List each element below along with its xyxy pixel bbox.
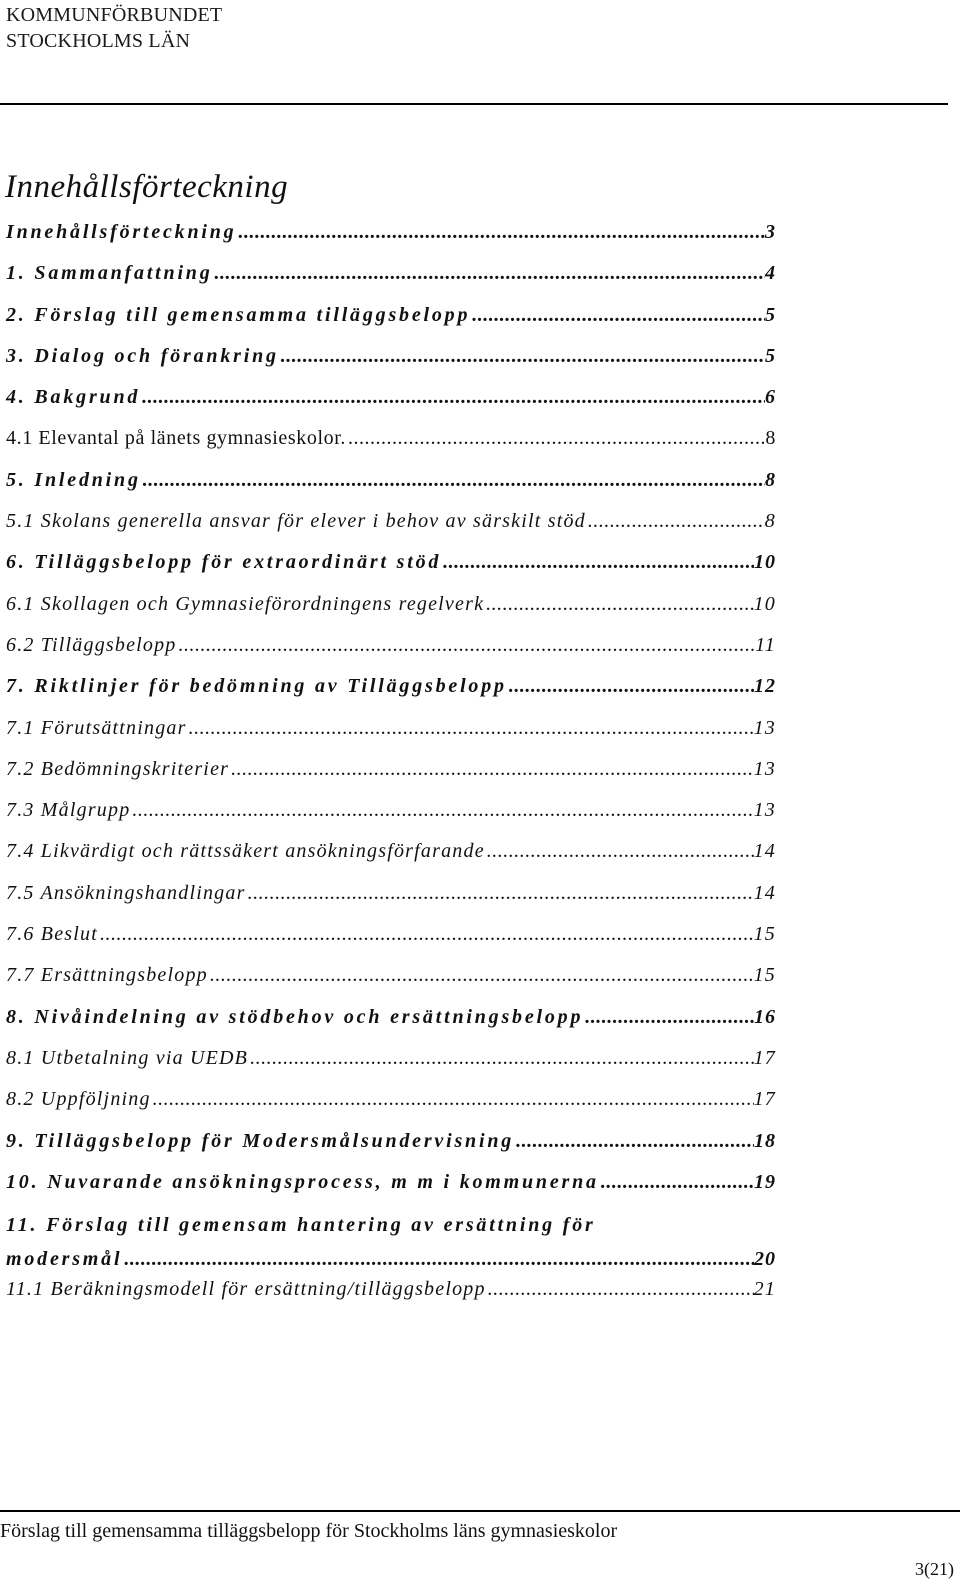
toc-entry-page: 6 (765, 386, 776, 409)
toc-entry-label: 4.1 Elevantal på länets gymnasieskolor. (6, 427, 346, 450)
toc-entry-page: 15 (753, 923, 776, 946)
toc-entry[interactable] (6, 593, 776, 634)
toc-leader-dots (213, 262, 765, 288)
toc-entry-label: 5. Inledning (6, 468, 141, 491)
toc-entry-page: 4 (765, 262, 776, 285)
toc-entry-label: 7.2 Bedömningskriterier (6, 757, 230, 780)
toc-entry-page: 11 (755, 633, 776, 656)
toc-entry-page: 14 (753, 840, 776, 863)
toc-entry-label: 6.2 Tilläggsbelopp (6, 633, 177, 656)
toc-entry-label: 8.2 Uppföljning (6, 1088, 151, 1111)
toc-entry-label: 3. Dialog och förankring (6, 344, 279, 367)
toc-entry[interactable] (6, 964, 776, 1005)
toc-entry-label: 7.1 Förutsättningar (6, 716, 187, 739)
toc-leader-dots (279, 345, 765, 371)
toc-entry-label: 2. Förslag till gemensamma tilläggsbelopp (6, 303, 471, 326)
toc-entry-page: 10 (754, 551, 776, 574)
toc-leader-dots (484, 593, 753, 619)
toc-entry[interactable] (6, 882, 776, 923)
toc-entry-page: 5 (765, 303, 776, 326)
toc-leader-dots (130, 799, 753, 825)
toc-entry[interactable] (6, 510, 776, 551)
toc-leader-dots (208, 964, 754, 990)
org-line-1: KOMMUNFÖRBUNDET (6, 4, 223, 26)
toc-leader-dots (177, 634, 756, 660)
toc-leader-dots (246, 882, 754, 908)
toc-entry-label-continued: modersmål (6, 1248, 123, 1271)
toc-leader-dots (470, 304, 765, 330)
toc-entry-label: 8. Nivåindelning av stödbehov och ersättningsbelopp (6, 1005, 584, 1028)
toc-entry-page: 12 (754, 675, 776, 698)
toc-entry[interactable] (6, 840, 776, 881)
toc-entry-page: 18 (754, 1129, 776, 1152)
toc-leader-dots (346, 427, 765, 453)
toc-entry-page: 19 (754, 1170, 776, 1193)
toc-entry-label: 7.3 Målgrupp (6, 799, 131, 822)
page-title: Innehållsförteckning (5, 169, 289, 205)
toc-leader-dots (248, 1047, 753, 1073)
toc-leader-dots (583, 1006, 754, 1032)
toc-leader-dots (514, 1130, 754, 1156)
toc-entry-label: 7.4 Likvärdigt och rättssäkert ansökningsförfarande (6, 840, 485, 863)
toc-leader-dots (187, 717, 754, 743)
toc-entry-label: 7.7 Ersättningsbelopp (6, 964, 208, 987)
toc-entry[interactable] (6, 1006, 776, 1047)
toc-entry-label: 8.1 Utbetalning via UEDB (6, 1046, 249, 1069)
toc-entry-page: 5 (765, 344, 776, 367)
toc-entry-label: 6. Tilläggsbelopp för extraordinärt stöd (6, 551, 442, 574)
toc-entry[interactable] (6, 345, 776, 386)
toc-leader-dots (122, 1245, 754, 1271)
toc-entry-page: 13 (753, 716, 776, 739)
toc-entry-label: 7.5 Ansökningshandlingar (6, 881, 246, 904)
toc-leader-dots (441, 551, 754, 577)
toc-entry[interactable] (6, 1171, 776, 1212)
header-rule (0, 103, 948, 105)
toc-entry-page: 20 (754, 1248, 776, 1271)
toc-entry-page: 14 (753, 881, 776, 904)
toc-entry-page: 3 (765, 221, 776, 243)
toc-entry-label: 7. Riktlinjer för bedömning av Tilläggsbelopp (6, 675, 507, 698)
page-number: 3(21) (915, 1559, 954, 1579)
toc-entry-label: 9. Tilläggsbelopp för Modersmålsundervisning (6, 1129, 515, 1152)
toc-entry[interactable] (6, 1212, 776, 1278)
toc-leader-dots (236, 221, 765, 247)
toc-leader-dots (229, 758, 753, 784)
toc-leader-dots (485, 840, 754, 866)
toc-entry-page: 13 (753, 799, 776, 822)
toc-entry[interactable] (6, 799, 776, 840)
toc-entry-page: 15 (753, 964, 776, 987)
toc-entry-page: 8 (764, 510, 776, 533)
toc-entry[interactable] (6, 1278, 776, 1319)
toc-entry[interactable] (6, 675, 776, 716)
toc-leader-dots (486, 1278, 754, 1304)
toc-entry-label: 10. Nuvarande ansökningsprocess, m m i kommunerna (6, 1170, 599, 1193)
toc-leader-dots (599, 1171, 754, 1197)
toc-entry[interactable] (6, 1047, 776, 1088)
toc-entry[interactable] (6, 1088, 776, 1129)
toc-entry-page: 17 (753, 1046, 776, 1069)
toc-entry-page: 10 (753, 592, 776, 615)
toc-leader-dots (151, 1088, 754, 1114)
footer-document-title: Förslag till gemensamma tilläggsbelopp för Stockholms läns gymnasieskolor (0, 1520, 618, 1542)
toc-entry-page: 16 (754, 1005, 776, 1028)
toc-entry-label: Innehållsförteckning (6, 221, 237, 243)
toc-entry[interactable] (6, 1130, 776, 1171)
toc-entry-page: 8 (765, 427, 776, 450)
toc-entry-page: 13 (753, 757, 776, 780)
toc-entry[interactable] (6, 304, 776, 345)
toc-entry[interactable] (6, 923, 776, 964)
toc-entry[interactable] (6, 717, 776, 758)
toc-entry-label: 7.6 Beslut (6, 923, 98, 946)
toc-entry-label: 5.1 Skolans generella ansvar för elever i behov av särskilt stöd (6, 510, 586, 533)
toc-leader-dots (507, 675, 754, 701)
toc-entry[interactable] (6, 221, 776, 262)
toc-entry-label: 4. Bakgrund (6, 386, 141, 409)
toc-entry-page: 21 (753, 1278, 776, 1301)
toc-entry[interactable] (6, 551, 776, 592)
org-line-2: STOCKHOLMS LÄN (6, 30, 191, 52)
toc-entry-page: 8 (765, 468, 776, 491)
toc-leader-dots (141, 469, 765, 495)
toc-entry[interactable] (6, 469, 776, 510)
toc-entry[interactable] (6, 386, 776, 427)
toc-leader-dots (586, 510, 765, 536)
toc-entry-label: 11.1 Beräkningsmodell för ersättning/tilläggsbelopp (6, 1278, 486, 1301)
table-of-contents (6, 221, 776, 1319)
toc-entry-page: 17 (753, 1088, 776, 1111)
organization-name (6, 2, 222, 54)
footer-rule (0, 1510, 960, 1512)
toc-entry[interactable] (6, 758, 776, 799)
toc-leader-dots (140, 386, 765, 412)
toc-entry[interactable] (6, 634, 776, 675)
toc-leader-dots (98, 923, 754, 949)
toc-entry-label: 6.1 Skollagen och Gymnasieförordningens regelverk (6, 592, 485, 615)
toc-entry-label: 11. Förslag till gemensam hantering av ersättning för (6, 1214, 596, 1237)
toc-entry[interactable] (6, 262, 776, 303)
toc-entry-label: 1. Sammanfattning (6, 262, 213, 285)
toc-entry[interactable] (6, 427, 776, 468)
